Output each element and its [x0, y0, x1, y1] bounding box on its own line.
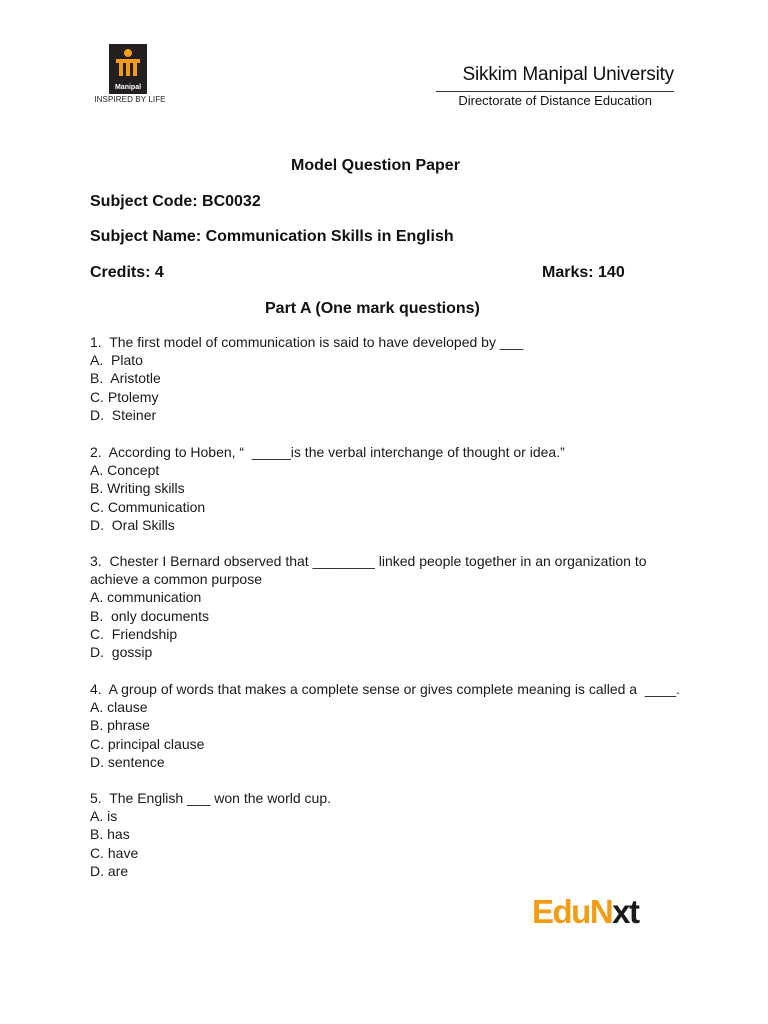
option: D. are: [90, 862, 129, 879]
part-heading: Part A (One mark questions): [265, 300, 480, 317]
option: B. only documents: [90, 607, 210, 624]
option: A. Plato: [90, 352, 143, 369]
option: C. Friendship: [90, 625, 178, 642]
option: D. Oral Skills: [90, 516, 175, 533]
question-text: 1. The first model of communication is said to have developed by ___: [90, 334, 524, 350]
option: B. phrase: [90, 717, 150, 734]
credits: Credits: 4: [90, 264, 164, 281]
option: A. is: [90, 808, 118, 825]
option: D. sentence: [90, 753, 165, 770]
edunext-logo-edu: EduN: [532, 893, 613, 930]
university-name: Sikkim Manipal University: [462, 64, 674, 85]
option: A. communication: [90, 589, 202, 606]
subject-name: Subject Name: Communication Skills in English: [90, 228, 454, 245]
question-3: [90, 552, 690, 661]
option: B. has: [90, 826, 130, 843]
question-text: 5. The English ___ won the world cup.: [90, 790, 332, 806]
header-divider: [436, 91, 674, 92]
option: B. Aristotle: [90, 370, 161, 387]
manipal-logo: [109, 44, 147, 94]
subject-code: Subject Code: BC0032: [90, 193, 261, 210]
question-text: 4. A group of words that makes a complete sense or gives complete meaning is called a ____.: [90, 681, 680, 697]
question-text: 3. Chester I Bernard observed that ________ linked people together in an organization to: [90, 553, 647, 569]
option: B. Writing skills: [90, 480, 185, 497]
edunext-logo: [532, 893, 639, 931]
question-text: 2. According to Hoben, “ _____is the verbal interchange of thought or idea.”: [90, 444, 565, 460]
option: A. clause: [90, 699, 148, 716]
manipal-emblem-icon: [109, 44, 147, 94]
paper-title: Model Question Paper: [291, 157, 460, 174]
option: D. gossip: [90, 644, 153, 661]
marks: Marks: 140: [542, 264, 625, 281]
question-4: [90, 680, 690, 771]
question-2: [90, 443, 690, 534]
option: C. principal clause: [90, 735, 205, 752]
option: D. Steiner: [90, 406, 157, 423]
option: C. have: [90, 844, 139, 861]
question-1: [90, 333, 690, 424]
option: C. Ptolemy: [90, 388, 159, 405]
question-5: [90, 789, 690, 880]
edunext-logo-nxt: xt: [612, 893, 639, 930]
option: C. Communication: [90, 498, 206, 515]
directorate-name: Directorate of Distance Education: [458, 93, 652, 108]
logo-label: Manipal: [114, 84, 142, 91]
option: A. Concept: [90, 462, 160, 479]
question-text: achieve a common purpose: [90, 571, 262, 588]
logo-caption: INSPIRED BY LIFE: [94, 95, 166, 104]
